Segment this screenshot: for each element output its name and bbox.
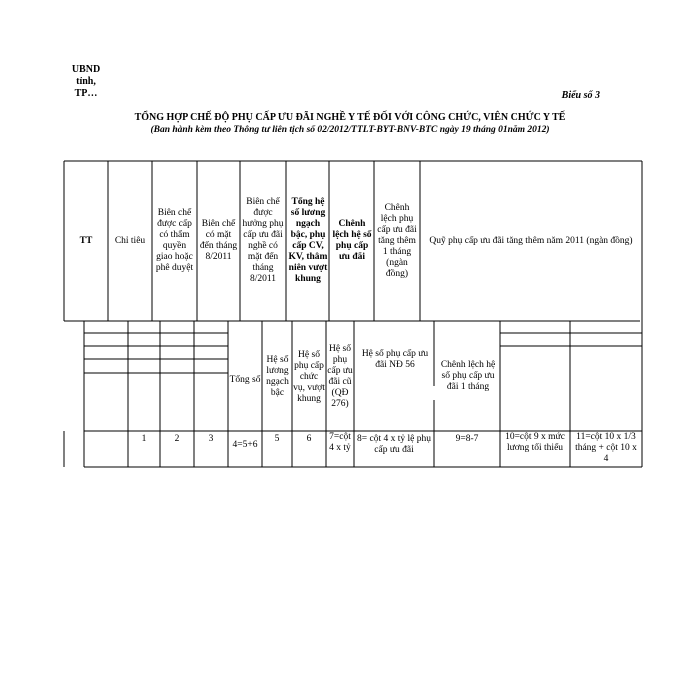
col-number-4: 4=5+6 <box>232 439 258 450</box>
header-bien-che-giao: Biên chế được cấp có thẩm quyền giao hoặc phê duyệt <box>155 208 194 273</box>
col-number-1: 1 <box>141 433 147 444</box>
subheader-chenh-lech-1-thang: Chênh lệch hệ số phụ cấp ưu đãi 1 tháng <box>440 359 496 392</box>
org-line-2: tỉnh, <box>76 76 96 87</box>
header-tt: TT <box>79 235 93 246</box>
org-line-3: TP… <box>74 88 98 99</box>
col-number-3: 3 <box>208 433 214 444</box>
header-chenh-lech-1-thang: Chênh lệch phụ cấp ưu đãi tăng thêm 1 tháng (ngàn đồng) <box>377 202 417 279</box>
form-number: Biểu số 3 <box>561 90 600 101</box>
header-tong-he-so: Tổng hệ số lương ngạch bậc, phụ cấp CV, KV, thâm niên vượt khung <box>288 197 328 284</box>
subheader-he-so-chuc-vu: Hệ số phụ cấp chức vụ, vượt khung <box>293 349 325 404</box>
org-line-1: UBND <box>71 64 101 75</box>
subheader-he-so-luong: Hệ số lương ngạch bậc <box>266 355 289 398</box>
col-number-10: 10=cột 9 x mức lương tối thiểu <box>505 432 565 453</box>
header-bien-che-huong: Biên chế được hưởng phụ cấp ưu đãi nghề có mặt đến tháng 8/2011 <box>242 197 284 284</box>
subheader-he-so-cu: Hệ số phụ cấp ưu đãi cũ (QĐ 276) <box>327 344 353 409</box>
col-number-6: 6 <box>306 433 312 444</box>
col-number-7: 7=cột 4 x tỷ <box>329 432 351 453</box>
subheader-he-so-nd56: Hệ số phụ cấp ưu đãi NĐ 56 <box>361 349 429 370</box>
subheader-tong-so: Tổng số <box>229 374 261 385</box>
col-number-2: 2 <box>174 433 180 444</box>
header-chi-tieu: Chỉ tiêu <box>114 235 146 246</box>
header-chenh-lech-he-so: Chênh lệch hệ số phụ cấp ưu đãi <box>332 219 372 262</box>
col-number-5: 5 <box>274 433 280 444</box>
header-bien-che-co-mat: Biên chế có mặt đến tháng 8/2011 <box>199 219 238 262</box>
document-subtitle: (Ban hành kèm theo Thông tư liên tịch số 02/2012/TTLT-BYT-BNV-BTC ngày 19 tháng 01năm 2012) <box>150 125 550 135</box>
col-number-9: 9=8-7 <box>455 433 479 444</box>
header-quy: Quỹ phụ cấp ưu đãi tăng thêm năm 2011 (ngàn đồng) <box>429 235 633 246</box>
document-title: TỔNG HỢP CHẾ ĐỘ PHỤ CẤP ƯU ĐÃI NGHỀ Y TẾ ĐỐI VỚI CÔNG CHỨC, VIÊN CHỨC Y TẾ <box>134 112 566 123</box>
col-number-8: 8= cột 4 x tỷ lệ phụ cấp ưu đãi <box>357 434 431 455</box>
col-number-11: 11=cột 10 x 1/3 tháng + cột 10 x 4 <box>575 432 637 464</box>
